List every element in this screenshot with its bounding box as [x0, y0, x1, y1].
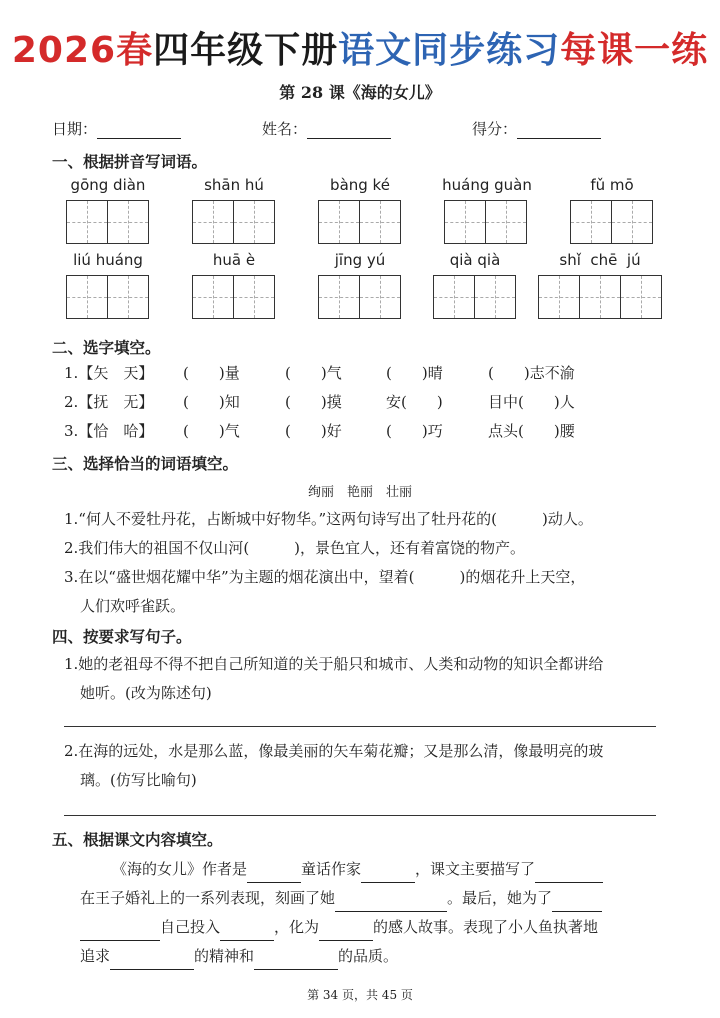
fill-blank[interactable]: ( )气	[285, 364, 342, 382]
writing-grid[interactable]	[192, 275, 275, 319]
section5-heading: 五、根据课文内容填空。	[52, 830, 223, 849]
question-text: 1.“何人不爱牡丹花，占断城中好物华。”这两句诗写出了牡丹花的( )动人。	[64, 510, 593, 528]
fill-blank[interactable]: ( )气	[183, 422, 240, 440]
writing-grid[interactable]	[570, 200, 653, 244]
paragraph-text: 自己投入	[160, 918, 221, 936]
blank[interactable]	[247, 882, 301, 883]
word-bank: 绚丽 艳丽 壮丽	[307, 485, 412, 500]
item-number: 3.	[64, 422, 79, 440]
fill-paragraph-line1	[112, 855, 603, 883]
pinyin: liú huáng	[73, 251, 143, 269]
fill-blank[interactable]: ( )巧	[386, 422, 443, 440]
score-label: 得分：	[472, 120, 518, 138]
pinyin: qià qià	[449, 251, 501, 269]
fill-paragraph-line4	[80, 942, 398, 970]
choose-char-row-2	[64, 388, 153, 416]
writing-grid[interactable]	[318, 200, 401, 244]
date-field[interactable]	[52, 118, 181, 139]
question-text: 2.我们伟大的祖国不仅山河( )，景色宜人，还有着富饶的物产。	[64, 539, 526, 557]
fill-blank[interactable]: ( )晴	[386, 364, 443, 382]
paragraph-text: 。最后，她为了	[447, 889, 553, 907]
paragraph-text: 的感人故事。表现了小人鱼执著地	[373, 918, 599, 936]
item-number: 1.	[64, 364, 79, 382]
writing-grid[interactable]	[66, 275, 149, 319]
fill-blank[interactable]: ( )好	[285, 422, 342, 440]
writing-grid[interactable]	[66, 200, 149, 244]
name-field[interactable]	[262, 118, 391, 139]
name-label: 姓名：	[262, 120, 308, 138]
paragraph-text: 童话作家	[301, 860, 362, 878]
blank[interactable]	[552, 911, 602, 912]
choose-char-row-1	[64, 359, 153, 387]
pinyin: shān hú	[204, 176, 264, 194]
pinyin: shǐ chē jú	[559, 251, 641, 269]
question-text: 她听。(改为陈述句)	[80, 684, 212, 702]
title-year: 2026春	[11, 30, 154, 71]
date-label: 日期：	[52, 120, 98, 138]
fill-blank[interactable]: ( )志不渝	[488, 364, 575, 382]
answer-line[interactable]	[64, 726, 656, 727]
fill-blank[interactable]: 安( )	[386, 393, 443, 411]
section1-heading: 一、根据拼音写词语。	[52, 152, 208, 171]
writing-grid[interactable]	[192, 200, 275, 244]
paragraph-text: 追求	[80, 947, 111, 965]
choose-char-row-3	[64, 417, 153, 445]
blank[interactable]	[319, 940, 373, 941]
blank[interactable]	[220, 940, 274, 941]
char-options: 【恰 哈】	[78, 422, 154, 440]
paragraph-text: 在王子婚礼上的一系列表现，刻画了她	[80, 889, 336, 907]
pinyin: bàng ké	[330, 176, 390, 194]
answer-line[interactable]	[64, 815, 656, 816]
question-text: 2.在海的远处，水是那么蓝，像最美丽的矢车菊花瓣；又是那么清，像最明亮的玻	[64, 742, 604, 760]
pinyin: huā è	[212, 251, 256, 269]
paragraph-text: 的品质。	[338, 947, 399, 965]
pinyin: gōng diàn	[70, 176, 146, 194]
question-text: 3.在以“盛世烟花耀中华”为主题的烟花演出中，望着( )的烟花升上天空，	[64, 568, 586, 586]
writing-grid[interactable]	[433, 275, 516, 319]
blank[interactable]	[110, 969, 194, 970]
page-number: 第 34 页，共 45 页	[307, 988, 413, 1002]
paragraph-text: ，化为	[274, 918, 320, 936]
fill-paragraph-line2	[80, 884, 602, 912]
title-grade: 四年级下册	[153, 30, 339, 71]
score-field[interactable]	[472, 118, 601, 139]
page-title	[0, 22, 720, 73]
pinyin: fǔ mō	[590, 176, 634, 194]
fill-blank[interactable]: 点头( )腰	[488, 422, 575, 440]
question-text: 璃。(仿写比喻句)	[80, 771, 197, 789]
fill-blank[interactable]: ( )量	[183, 364, 240, 382]
fill-blank[interactable]: ( )摸	[285, 393, 342, 411]
char-options: 【矢 天】	[78, 364, 154, 382]
item-number: 2.	[64, 393, 79, 411]
section3-heading: 三、选择恰当的词语填空。	[52, 454, 239, 473]
pinyin: jīng yú	[334, 251, 386, 269]
question-text: 人们欢呼雀跃。	[80, 597, 186, 615]
pinyin: huáng guàn	[442, 176, 532, 194]
fill-blank[interactable]: 目中( )人	[488, 393, 575, 411]
fill-blank[interactable]: ( )知	[183, 393, 240, 411]
paragraph-text: 《海的女儿》作者是	[112, 860, 248, 878]
blank[interactable]	[361, 882, 415, 883]
question-text: 1.她的老祖母不得不把自己所知道的关于船只和城市、人类和动物的知识全都讲给	[64, 655, 604, 673]
writing-grid[interactable]	[538, 275, 662, 319]
title-subject: 语文同步练习	[338, 30, 561, 71]
section2-heading: 二、选字填空。	[52, 338, 161, 357]
fill-paragraph-line3	[80, 913, 598, 941]
lesson-title: 第 28 课《海的女儿》	[279, 83, 441, 102]
blank[interactable]	[254, 969, 338, 970]
paragraph-text: ，课文主要描写了	[415, 860, 536, 878]
blank[interactable]	[535, 882, 603, 883]
title-practice: 每课一练	[560, 30, 709, 71]
char-options: 【抚 无】	[78, 393, 154, 411]
section4-heading: 四、按要求写句子。	[52, 627, 192, 646]
blank[interactable]	[335, 911, 447, 912]
paragraph-text: 的精神和	[194, 947, 255, 965]
writing-grid[interactable]	[444, 200, 527, 244]
writing-grid[interactable]	[318, 275, 401, 319]
blank[interactable]	[80, 940, 160, 941]
